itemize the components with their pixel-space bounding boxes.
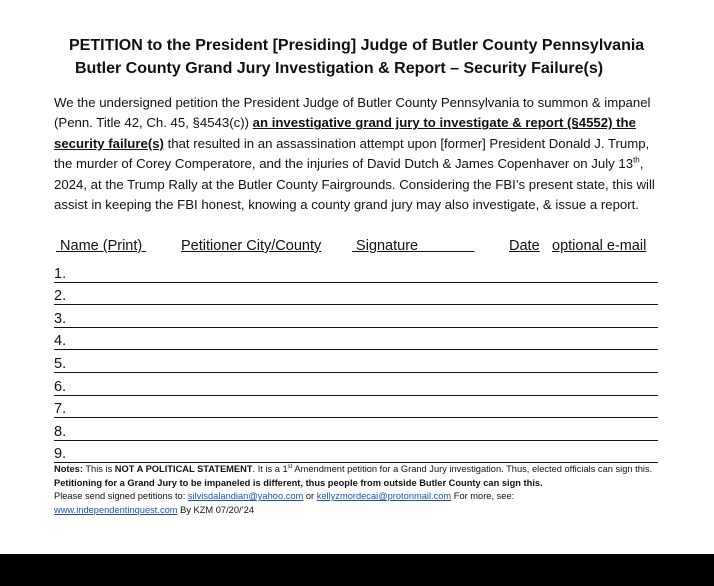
body-text-2: that resulted in an assassination attempt upon [former] President Donald J. Trump, the murder of Corey Comperatore, and the injuries of David Dutch & James Copenhaver on July 13	[54, 135, 650, 172]
row-number: 3.	[54, 310, 67, 327]
petition-notes	[54, 463, 664, 517]
notes-byline: By KZM 07/20/’24	[177, 504, 255, 515]
title-line-1: PETITION to the President [Presiding] Judge of Butler County Pennsylvania	[69, 37, 645, 54]
bottom-black-bar	[0, 554, 714, 586]
row-number: 7.	[54, 401, 67, 418]
notes-label: Notes:	[54, 464, 83, 474]
petition-title	[0, 34, 714, 80]
website-link[interactable]: www.independentinquest.com	[54, 504, 178, 515]
row-number: 2.	[54, 288, 67, 305]
email-link-2[interactable]: kellyzmordecai@protonmail.com	[316, 491, 452, 501]
notes-text-2: . It is a 1	[252, 464, 288, 474]
title-line-2: Butler County Grand Jury Investigation & Report – Security Failure(s)	[75, 60, 604, 77]
row-number: 5.	[54, 355, 67, 372]
signature-row[interactable]	[54, 441, 658, 464]
signature-row[interactable]	[54, 283, 658, 306]
signature-row[interactable]	[54, 328, 658, 351]
signature-row[interactable]	[54, 260, 658, 283]
body-text-underlined: an investigative grand jury to investigate & report (§4552) the security failure(s)	[54, 115, 636, 151]
notes-text-5: For more, see:	[451, 491, 515, 501]
notes-superscript: st	[287, 463, 293, 470]
row-number: 8.	[54, 423, 67, 440]
notes-text-3: Amendment petition for a Grand Jury investigation. Thus, elected officials can sign this.	[292, 464, 653, 474]
email-link-1[interactable]: silvisdalandian@yahoo.com	[187, 491, 304, 501]
notes-bold-1: NOT A POLITICAL STATEMENT	[114, 464, 253, 474]
body-text-3: , 2024, at the Trump Rally at the Butler County Fairgrounds. Considering the FBI’s present state, this will assist in keeping the FBI honest, knowing a county grand jury may also investigate, & issue a report.	[54, 156, 655, 213]
signature-row[interactable]	[54, 396, 658, 419]
header-name: Name (Print)	[56, 238, 147, 254]
notes-text-4: Please send signed petitions to:	[54, 491, 188, 501]
signature-row[interactable]	[54, 373, 658, 396]
row-number: 4.	[54, 333, 67, 350]
signature-row[interactable]	[54, 305, 658, 328]
notes-bold-2: Petitioning for a Grand Jury to be impaneled is different, thus people from outside Butler County can sign this.	[54, 477, 543, 488]
header-city: Petitioner City/County	[181, 238, 322, 254]
body-superscript: th	[633, 155, 640, 165]
petition-body	[54, 93, 664, 215]
header-email: optional e-mail	[552, 238, 647, 254]
header-date: Date	[509, 238, 540, 254]
row-number: 6.	[54, 378, 67, 395]
row-number: 9.	[54, 446, 67, 463]
notes-or: or	[303, 491, 317, 501]
signature-table-headers	[54, 238, 658, 258]
body-text-1: We the undersigned petition the President Judge of Butler County Pennsylvania to summon & impanel (Penn. Title 42, Ch. 45, §4543(c))	[54, 95, 651, 131]
signature-rows	[54, 260, 658, 463]
notes-text-1: This is	[82, 464, 115, 474]
header-signature: Signature	[352, 238, 475, 254]
signature-row[interactable]	[54, 350, 658, 373]
row-number: 1.	[54, 265, 67, 282]
signature-row[interactable]	[54, 418, 658, 441]
